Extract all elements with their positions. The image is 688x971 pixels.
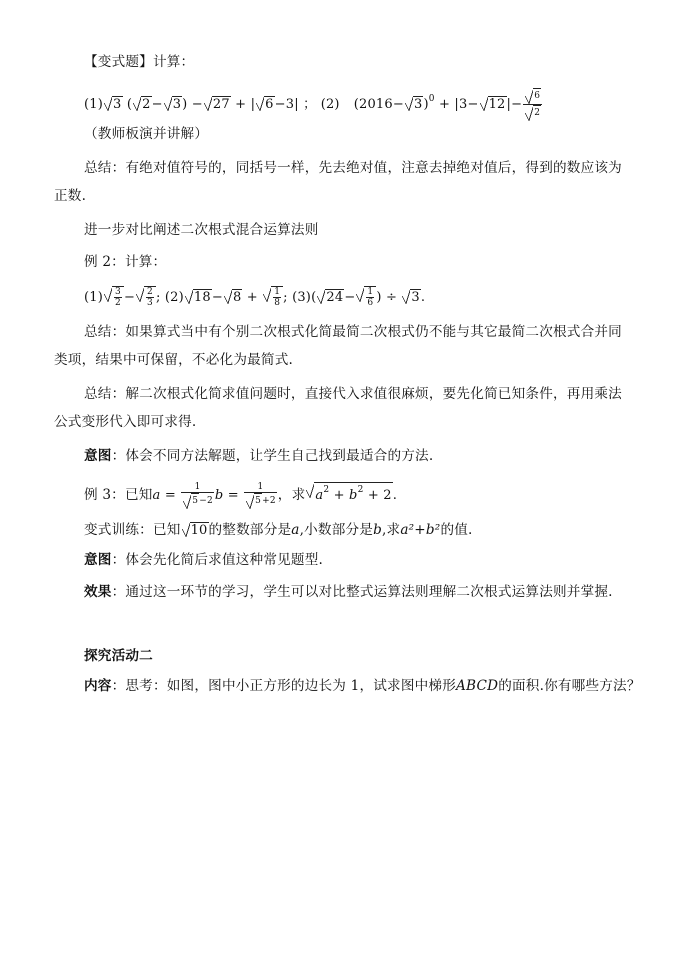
activity2-title: 探究活动二: [84, 648, 153, 664]
teacher-note: （教师板演并讲解）: [84, 126, 209, 142]
example2-heading: 例 2：计算：: [84, 254, 167, 270]
intent1: 意图：体会不同方法解题，让学生自己找到最适合的方法.: [84, 448, 434, 464]
summary2-line1: 总结：如果算式当中有个别二次根式化简最简二次根式仍不能与其它最简二次根式合并同: [84, 324, 622, 340]
summary2-line2: 类项，结果中可保留，不必化为最简式.: [54, 352, 294, 368]
variant-formula: (1) 3 ( 2− 3) − 27 + | 6−3| ； (2) $(2016- 3)^0 + |3- 12|-$ $\frac{6}{2}$: [84, 88, 543, 121]
summary1-line1: 总结：有绝对值符号的，同括号一样，先去绝对值，注意去掉绝对值后，得到的数应该为: [84, 160, 622, 176]
summary1-line2: 正数.: [54, 188, 87, 204]
variant-training: 变式训练：已知 10的整数部分是a,小数部分是b,求a²+b²的值.: [84, 520, 473, 541]
variant-prompt: 计算：: [152, 54, 195, 70]
intent2: 意图：体会先化简后求值这种常见题型.: [84, 552, 324, 568]
effect: 效果：通过这一环节的学习，学生可以对比整式运算法则理解二次根式运算法则并掌握.: [84, 584, 613, 600]
example2-formula: (1) $\frac{3}{2}$ − $\frac{2}{3}$ ; (2) 18− 8 + $\frac{1}{8}$ ; (3)( 24− $\frac{1}{6}$ ) ÷ 3.: [84, 287, 426, 308]
further-text: 进一步对比阐述二次根式混合运算法则: [84, 222, 319, 238]
example3: 例 3：已知a = $\frac{1}{5-2}$ b = $\frac{1}{5+2}$ ，求 $a^2 + b^2 + 2$.: [84, 482, 397, 509]
variant-label: 【变式题】: [84, 54, 153, 70]
summary3-line2: 公式变形代入即可求得.: [54, 414, 197, 430]
summary3-line1: 总结：解二次根式化简求值问题时，直接代入求值很麻烦，要先化简已知条件，再用乘法: [84, 386, 622, 402]
variant-heading: [84, 52, 194, 72]
content-line: 内容：思考：如图，图中小正方形的边长为 1，试求图中梯形ABCD的面积.你有哪些方法？: [84, 678, 641, 694]
